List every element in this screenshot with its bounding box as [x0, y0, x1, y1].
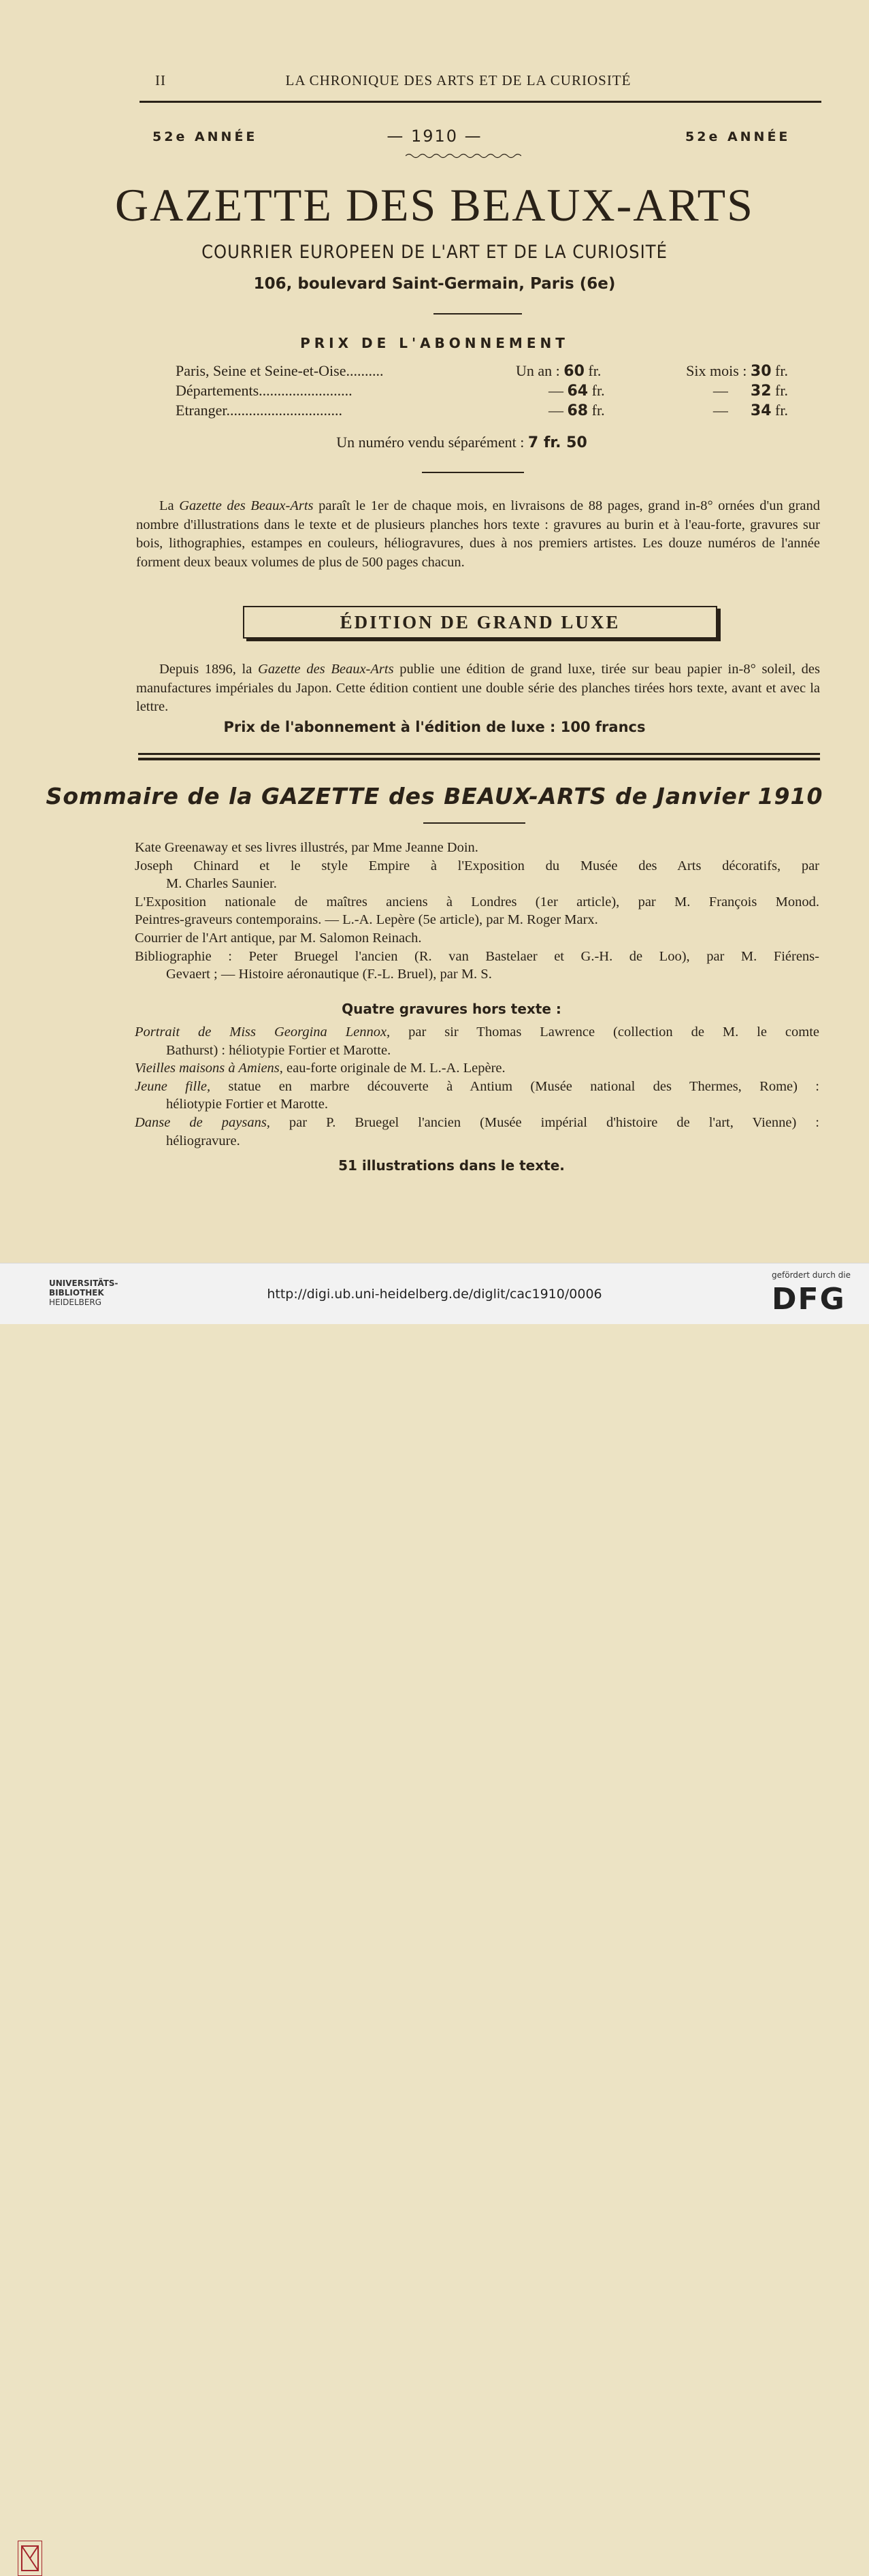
single-issue-line: Un numéro vendu séparément : 7 fr. 50: [336, 434, 587, 451]
price-six-months: — 32 fr.: [712, 382, 788, 400]
plate-list: [135, 1023, 819, 1150]
article-list: [135, 839, 819, 984]
intro-journal-title: Gazette des Beaux-Arts: [179, 498, 314, 513]
wavy-ornament: [406, 152, 521, 159]
price-year: — 64 fr.: [548, 382, 605, 400]
article-item: Peintres-graveurs contemporains. — L.-A. Lepère (5e article), par M. Roger Marx.: [135, 912, 598, 928]
plate-item: Portrait de Miss Georgina Lennox, par sir Thomas Lawrence (collection de M. le comte Bathurst) : héliotypie Fortier et Marotte.: [135, 1025, 820, 1058]
double-rule-bottom: [138, 758, 820, 760]
price-six-months: — 34 fr.: [712, 402, 788, 419]
plates-title: Quatre gravures hors texte :: [342, 1001, 561, 1017]
permalink-url[interactable]: http://digi.ub.uni-heidelberg.de/diglit/cac1910/0006: [267, 1287, 602, 1302]
luxe-price-line: Prix de l'abonnement à l'édition de luxe : 100 francs: [223, 719, 646, 735]
article-item: L'Exposition nationale de maîtres anciens à Londres (1er article), par M. François Monod.: [135, 894, 819, 909]
plate-item: Danse de paysans, par P. Bruegel l'ancien (Musée impérial d'histoire de l'art, Vienne) : héliogravure.: [135, 1114, 819, 1148]
price-row-label: Départements.........................: [176, 382, 352, 399]
illustrations-line: 51 illustrations dans le texte.: [338, 1157, 565, 1174]
viewer-footer: [0, 1263, 869, 1324]
luxe-paragraph: Depuis 1896, la Gazette des Beaux-Arts publie une édition de grand luxe, tirée sur beau papier in-8° soleil, des manufactures impériales du Japon. Cette édition contient une double série des planches tirées hors texte, avant et avec la lettre.: [136, 662, 820, 714]
masthead-address: 106, boulevard Saint-Germain, Paris (6e): [253, 275, 616, 293]
price-row: [176, 382, 788, 402]
article-item: Joseph Chinard et le style Empire à l'Exposition du Musée des Arts décoratifs, par M. Charles Saunier.: [135, 858, 819, 892]
price-row-label: Etranger...............................: [176, 402, 343, 419]
scanned-page: [0, 0, 869, 1263]
double-rule-top: [138, 753, 820, 755]
running-title: LA CHRONIQUE DES ARTS ET DE LA CURIOSITÉ: [285, 72, 632, 88]
sommaire-title: Sommaire de la GAZETTE des BEAUX-ARTS de Janvier 1910: [46, 783, 823, 809]
year-center: — 1910 —: [387, 127, 482, 146]
subscription-title: PRIX DE L'ABONNEMENT: [300, 335, 569, 351]
year-left: 52e ANNÉE: [152, 129, 258, 144]
plate-item: Jeune fille, statue en marbre découverte à Antium (Musée national des Thermes, Rome) : héliotypie Fortier et Marotte.: [135, 1078, 819, 1112]
luxe-edition-box: ÉDITION DE GRAND LUXE: [243, 606, 717, 639]
price-year: Un an : 60 fr.: [516, 362, 602, 380]
article-item: Kate Greenaway et ses livres illustrés, par Mme Jeanne Doin.: [135, 840, 478, 855]
price-row: [176, 362, 788, 383]
plate-item: Vieilles maisons à Amiens, eau-forte originale de M. L.-A. Lepère.: [135, 1061, 506, 1076]
library-name: UNIVERSITÄTS- BIBLIOTHEK HEIDELBERG: [49, 1278, 118, 1307]
masthead-title: GAZETTE DES BEAUX-ARTS: [115, 179, 754, 231]
dfg-logo: DFG: [772, 1282, 846, 1317]
masthead-rule: [433, 313, 522, 315]
intro-paragraph: La Gazette des Beaux-Arts paraît le 1er de chaque mois, en livraisons de 88 pages, grand in-8° ornées d'un grand nombre d'illustrations dans le texte et de plusieurs planches hors texte : gravures au burin et à l'eau-forte, gravures sur bois, lithographies, estampes en couleurs, héliogravures, dues à nos premiers artistes. Les douze numéros de l'année forment deux beaux volumes de plus de 500 pages chacun.: [136, 498, 820, 570]
article-item: Courrier de l'Art antique, par M. Salomon Reinach.: [135, 930, 422, 946]
page-number: II: [155, 72, 166, 88]
sommaire-rule: [423, 822, 525, 824]
luxe-journal-title: Gazette des Beaux-Arts: [258, 662, 394, 677]
price-row-label: Paris, Seine et Seine-et-Oise..........: [176, 362, 384, 379]
article-item: Bibliographie : Peter Bruegel l'ancien (R. van Bastelaer et G.-H. de Loo), par M. Fiérens- Gevaert ; — Histoire aéronautique (F.-L. Bruel), par M. S.: [135, 948, 819, 982]
price-year: — 68 fr.: [548, 402, 605, 419]
masthead-subtitle: COURRIER EUROPEEN DE L'ART ET DE LA CURIOSITÉ: [201, 242, 668, 263]
price-six-months: Six mois : 30 fr.: [686, 362, 788, 380]
year-right: 52e ANNÉE: [685, 129, 791, 144]
header-rule: [140, 101, 821, 103]
price-row: [176, 402, 788, 422]
funded-by-label: gefördert durch die: [772, 1270, 851, 1280]
section-rule: [422, 472, 524, 473]
library-logo-icon: [18, 2541, 42, 2576]
